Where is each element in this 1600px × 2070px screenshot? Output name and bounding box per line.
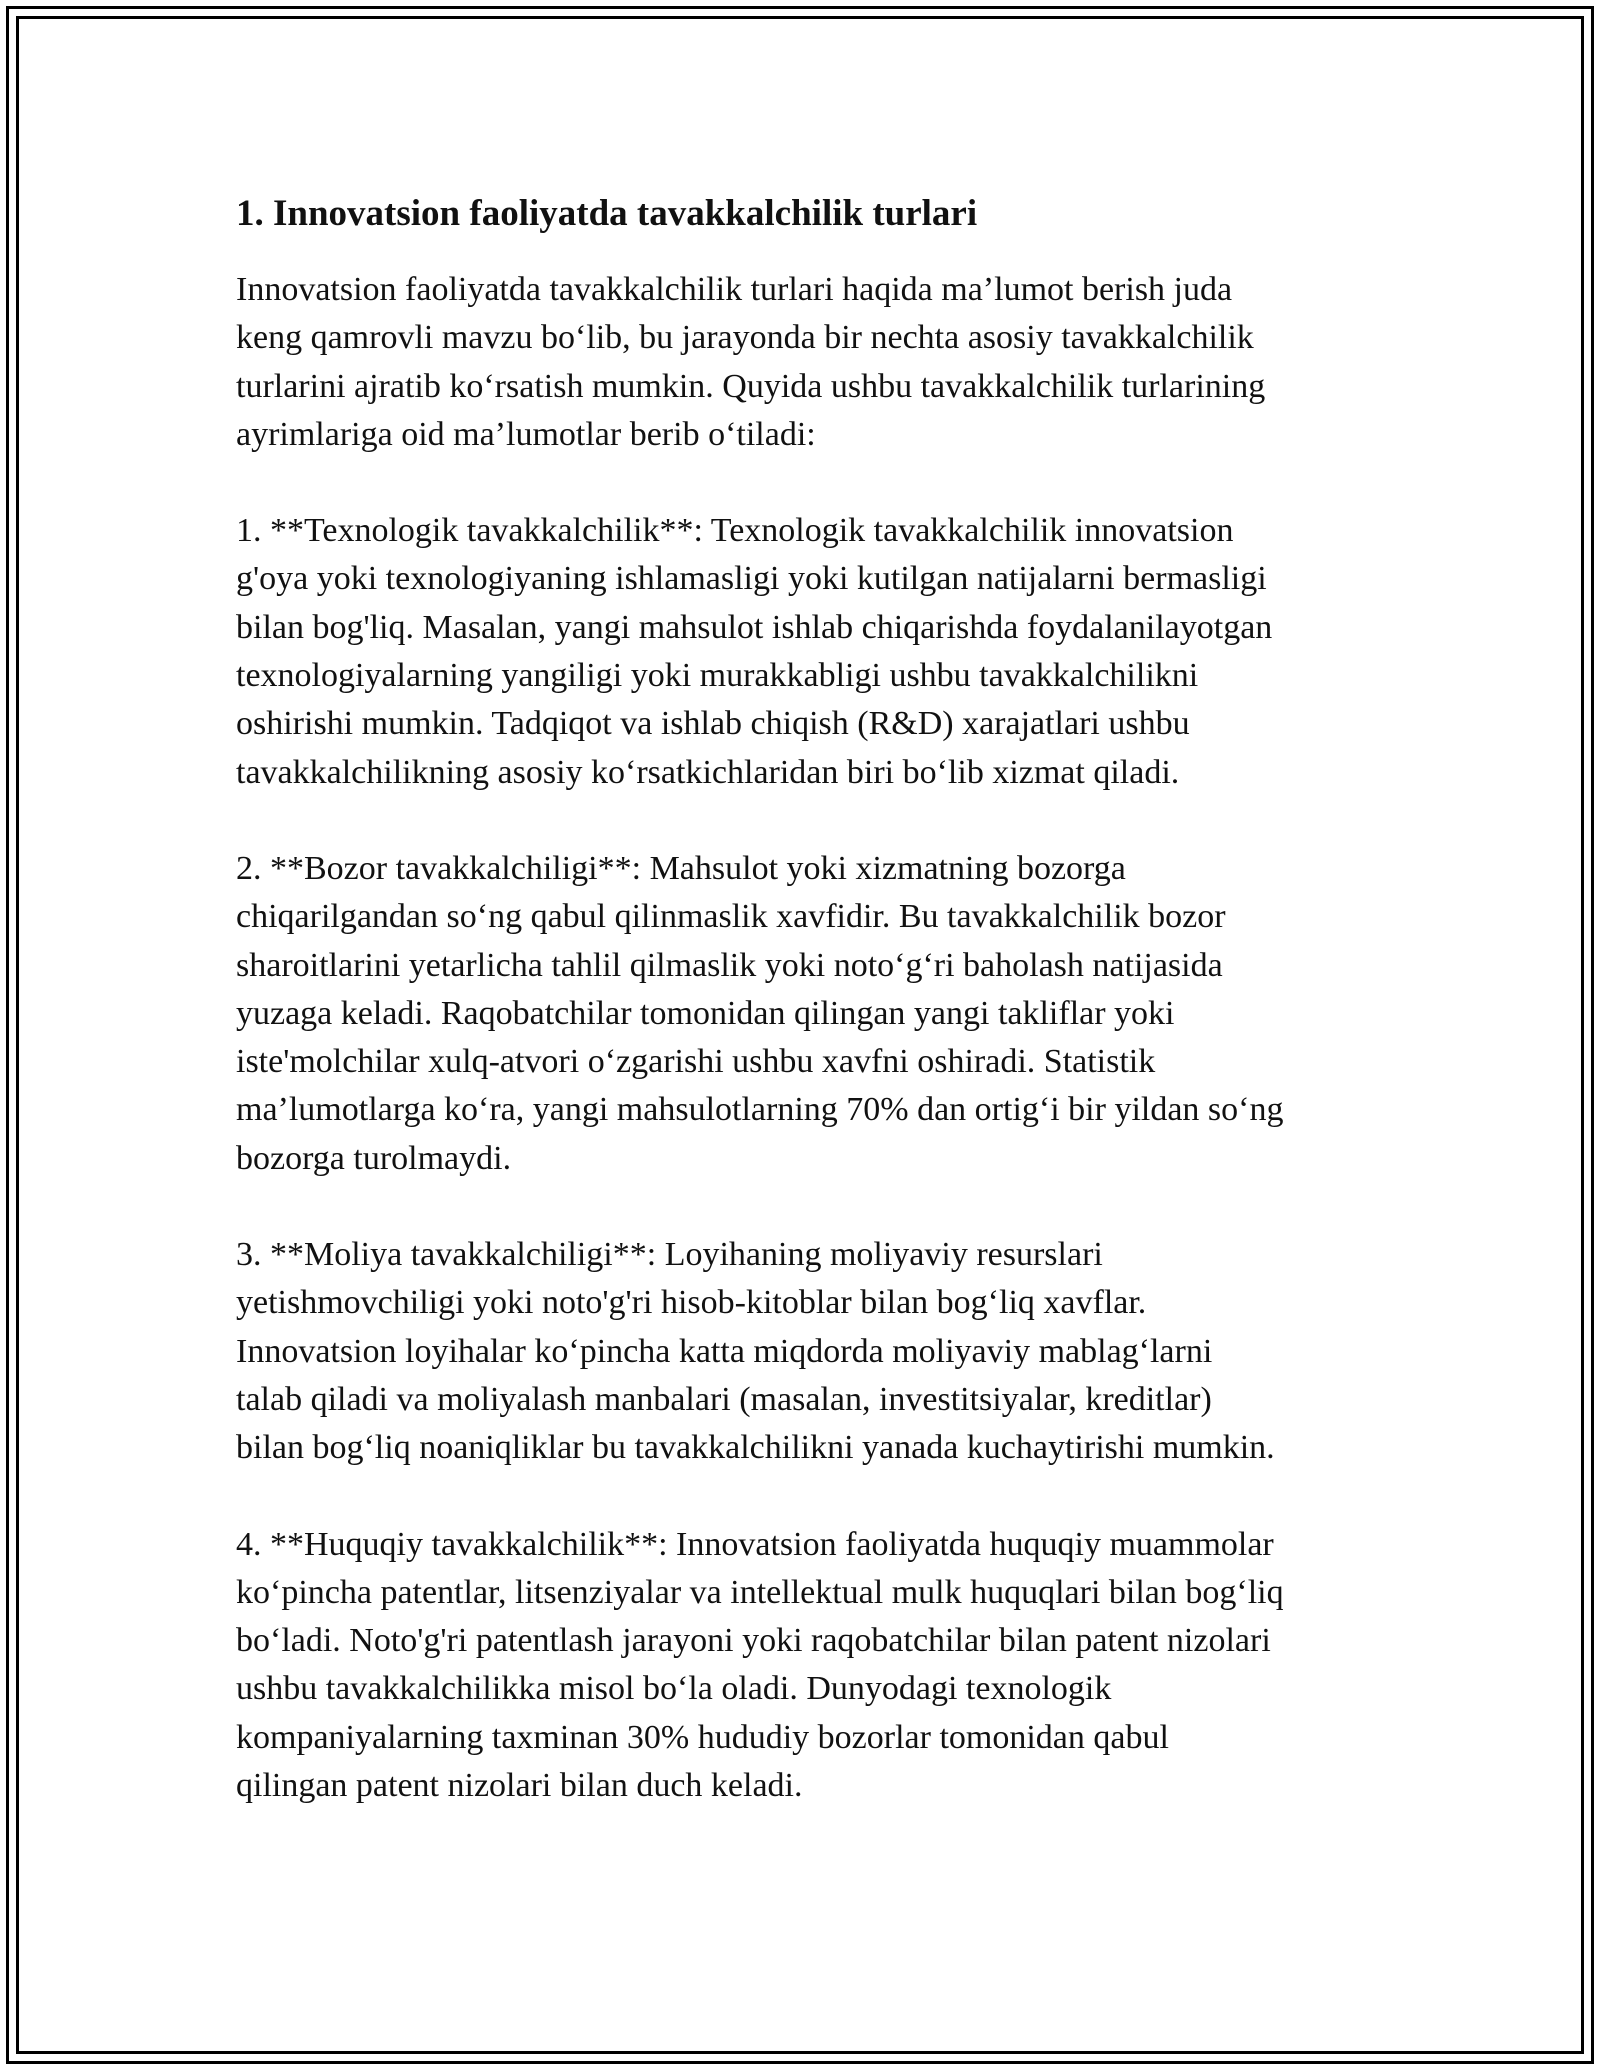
paragraph-line: 1. **Texnologik tavakkalchilik**: Texnologik tavakkalchilik innovatsion [236, 512, 1234, 550]
paragraph-line: ko‘pincha patentlar, litsenziyalar va intellektual mulk huquqlari bilan bog‘liq [236, 1573, 1284, 1611]
paragraph-line: texnologiyalarning yangiligi yoki murakkabligi ushbu tavakkalchilikni [236, 657, 1199, 695]
paragraph-line: 2. **Bozor tavakkalchiligi**: Mahsulot yoki xizmatning bozorga [236, 849, 1126, 887]
paragraph-line: bilan bog'liq. Masalan, yangi mahsulot ishlab chiqarishda foydalanilayotgan [236, 608, 1273, 646]
paragraph-line: ushbu tavakkalchilikka misol bo‘la oladi. Dunyodagi texnologik [236, 1670, 1112, 1708]
intro-paragraph [236, 266, 1406, 459]
item-legal-risk [236, 1521, 1406, 1811]
paragraph-line: kompaniyalarning taxminan 30% hududiy bozorlar tomonidan qabul [236, 1718, 1169, 1756]
paragraph-line: yuzaga keladi. Raqobatchilar tomonidan qilingan yangi takliflar yoki [236, 994, 1175, 1032]
paragraph-line: ma’lumotlarga ko‘ra, yangi mahsulotlarning 70% dan ortig‘i bir yildan so‘ng [236, 1091, 1284, 1129]
paragraph-line: Innovatsion loyihalar ko‘pincha katta miqdorda moliyaviy mablag‘larni [236, 1332, 1213, 1370]
item-financial-risk [236, 1231, 1406, 1472]
paragraph-line: bozorga turolmaydi. [236, 1139, 512, 1177]
item-technological-risk [236, 507, 1406, 797]
item-market-risk [236, 845, 1406, 1183]
paragraph-line: turlarini ajratib ko‘rsatish mumkin. Quyida ushbu tavakkalchilik turlarining [236, 367, 1266, 405]
paragraph-line: tavakkalchilikning asosiy ko‘rsatkichlaridan biri bo‘lib xizmat qiladi. [236, 753, 1180, 791]
paragraph-line: bilan bog‘liq noaniqliklar bu tavakkalchilikni yanada kuchaytirishi mumkin. [236, 1429, 1275, 1467]
paragraph-line: qilingan patent nizolari bilan duch keladi. [236, 1767, 803, 1805]
paragraph-line: keng qamrovli mavzu bo‘lib, bu jarayonda bir nechta asosiy tavakkalchilik [236, 319, 1254, 357]
section-heading: 1. Innovatsion faoliyatda tavakkalchilik turlari [236, 193, 978, 234]
paragraph-line: talab qiladi va moliyalash manbalari (masalan, investitsiyalar, kreditlar) [236, 1380, 1212, 1418]
paragraph-line: chiqarilgandan so‘ng qabul qilinmaslik xavfidir. Bu tavakkalchilik bozor [236, 898, 1226, 936]
paragraph-line: 3. **Moliya tavakkalchiligi**: Loyihaning moliyaviy resurslari [236, 1236, 1103, 1274]
paragraph-line: 4. **Huquqiy tavakkalchilik**: Innovatsion faoliyatda huquqiy muammolar [236, 1525, 1274, 1563]
paragraph-line: bo‘ladi. Noto'g'ri patentlash jarayoni yoki raqobatchilar bilan patent nizolari [236, 1622, 1271, 1660]
paragraph-line: oshirishi mumkin. Tadqiqot va ishlab chiqish (R&D) xarajatlari ushbu [236, 705, 1190, 743]
paragraph-line: sharoitlarini yetarlicha tahlil qilmaslik yoki noto‘g‘ri baholash natijasida [236, 946, 1223, 984]
paragraph-line: yetishmovchiligi yoki noto'g'ri hisob-kitoblar bilan bog‘liq xavflar. [236, 1284, 1147, 1322]
paragraph-line: iste'molchilar xulq-atvori o‘zgarishi ushbu xavfni oshiradi. Statistik [236, 1043, 1156, 1081]
paragraph-line: ayrimlariga oid ma’lumotlar berib o‘tiladi: [236, 415, 816, 453]
paragraph-line: g'oya yoki texnologiyaning ishlamasligi yoki kutilgan natijalarni bermasligi [236, 560, 1267, 598]
paragraph-line: Innovatsion faoliyatda tavakkalchilik turlari haqida ma’lumot berish juda [236, 271, 1233, 308]
document-body [236, 188, 1406, 1858]
